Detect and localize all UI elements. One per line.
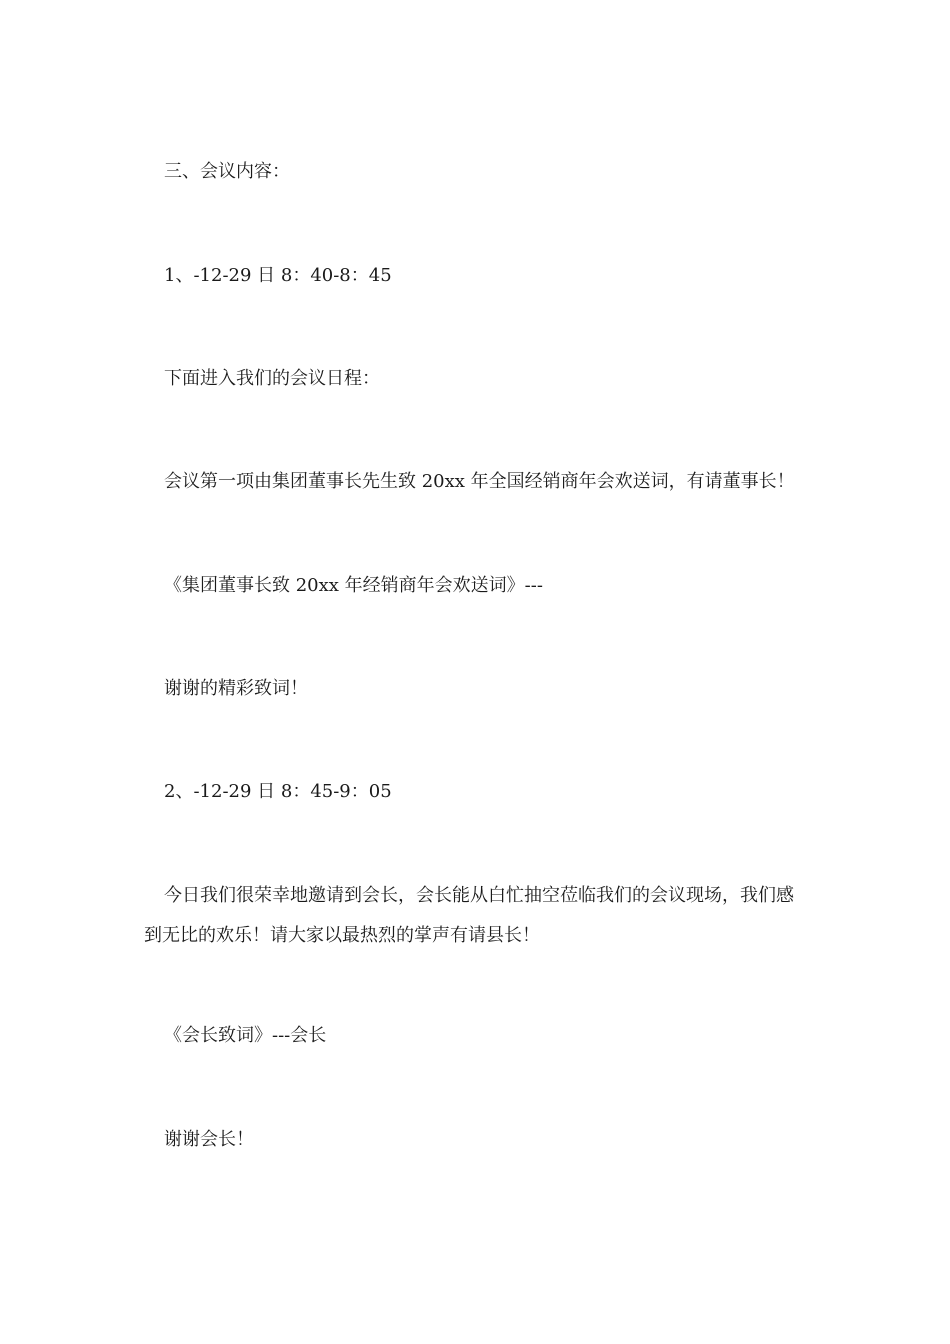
- agenda-time-1: 1、-12-29 日 8：40-8：45: [164, 265, 392, 286]
- paragraph: 今日我们很荣幸地邀请到会长，会长能从白忙抽空莅临我们的会议现场，我们感到无比的欢乐！请大家以最热烈的掌声有请县长！: [144, 885, 794, 946]
- paragraph: 会议第一项由集团董事长先生致 20xx 年全国经销商年会欢送词，有请董事长！: [164, 471, 795, 492]
- speech-title: 《集团董事长致 20xx 年经销商年会欢送词》---: [164, 575, 543, 596]
- paragraph: 下面进入我们的会议日程：: [164, 368, 380, 389]
- paragraph: 谢谢的精彩致词！: [164, 678, 308, 699]
- section-heading: 三、会议内容：: [164, 161, 290, 182]
- paragraph: 谢谢会长！: [164, 1129, 254, 1150]
- speech-title: 《会长致词》---会长: [164, 1025, 327, 1046]
- agenda-time-2: 2、-12-29 日 8：45-9：05: [164, 781, 392, 802]
